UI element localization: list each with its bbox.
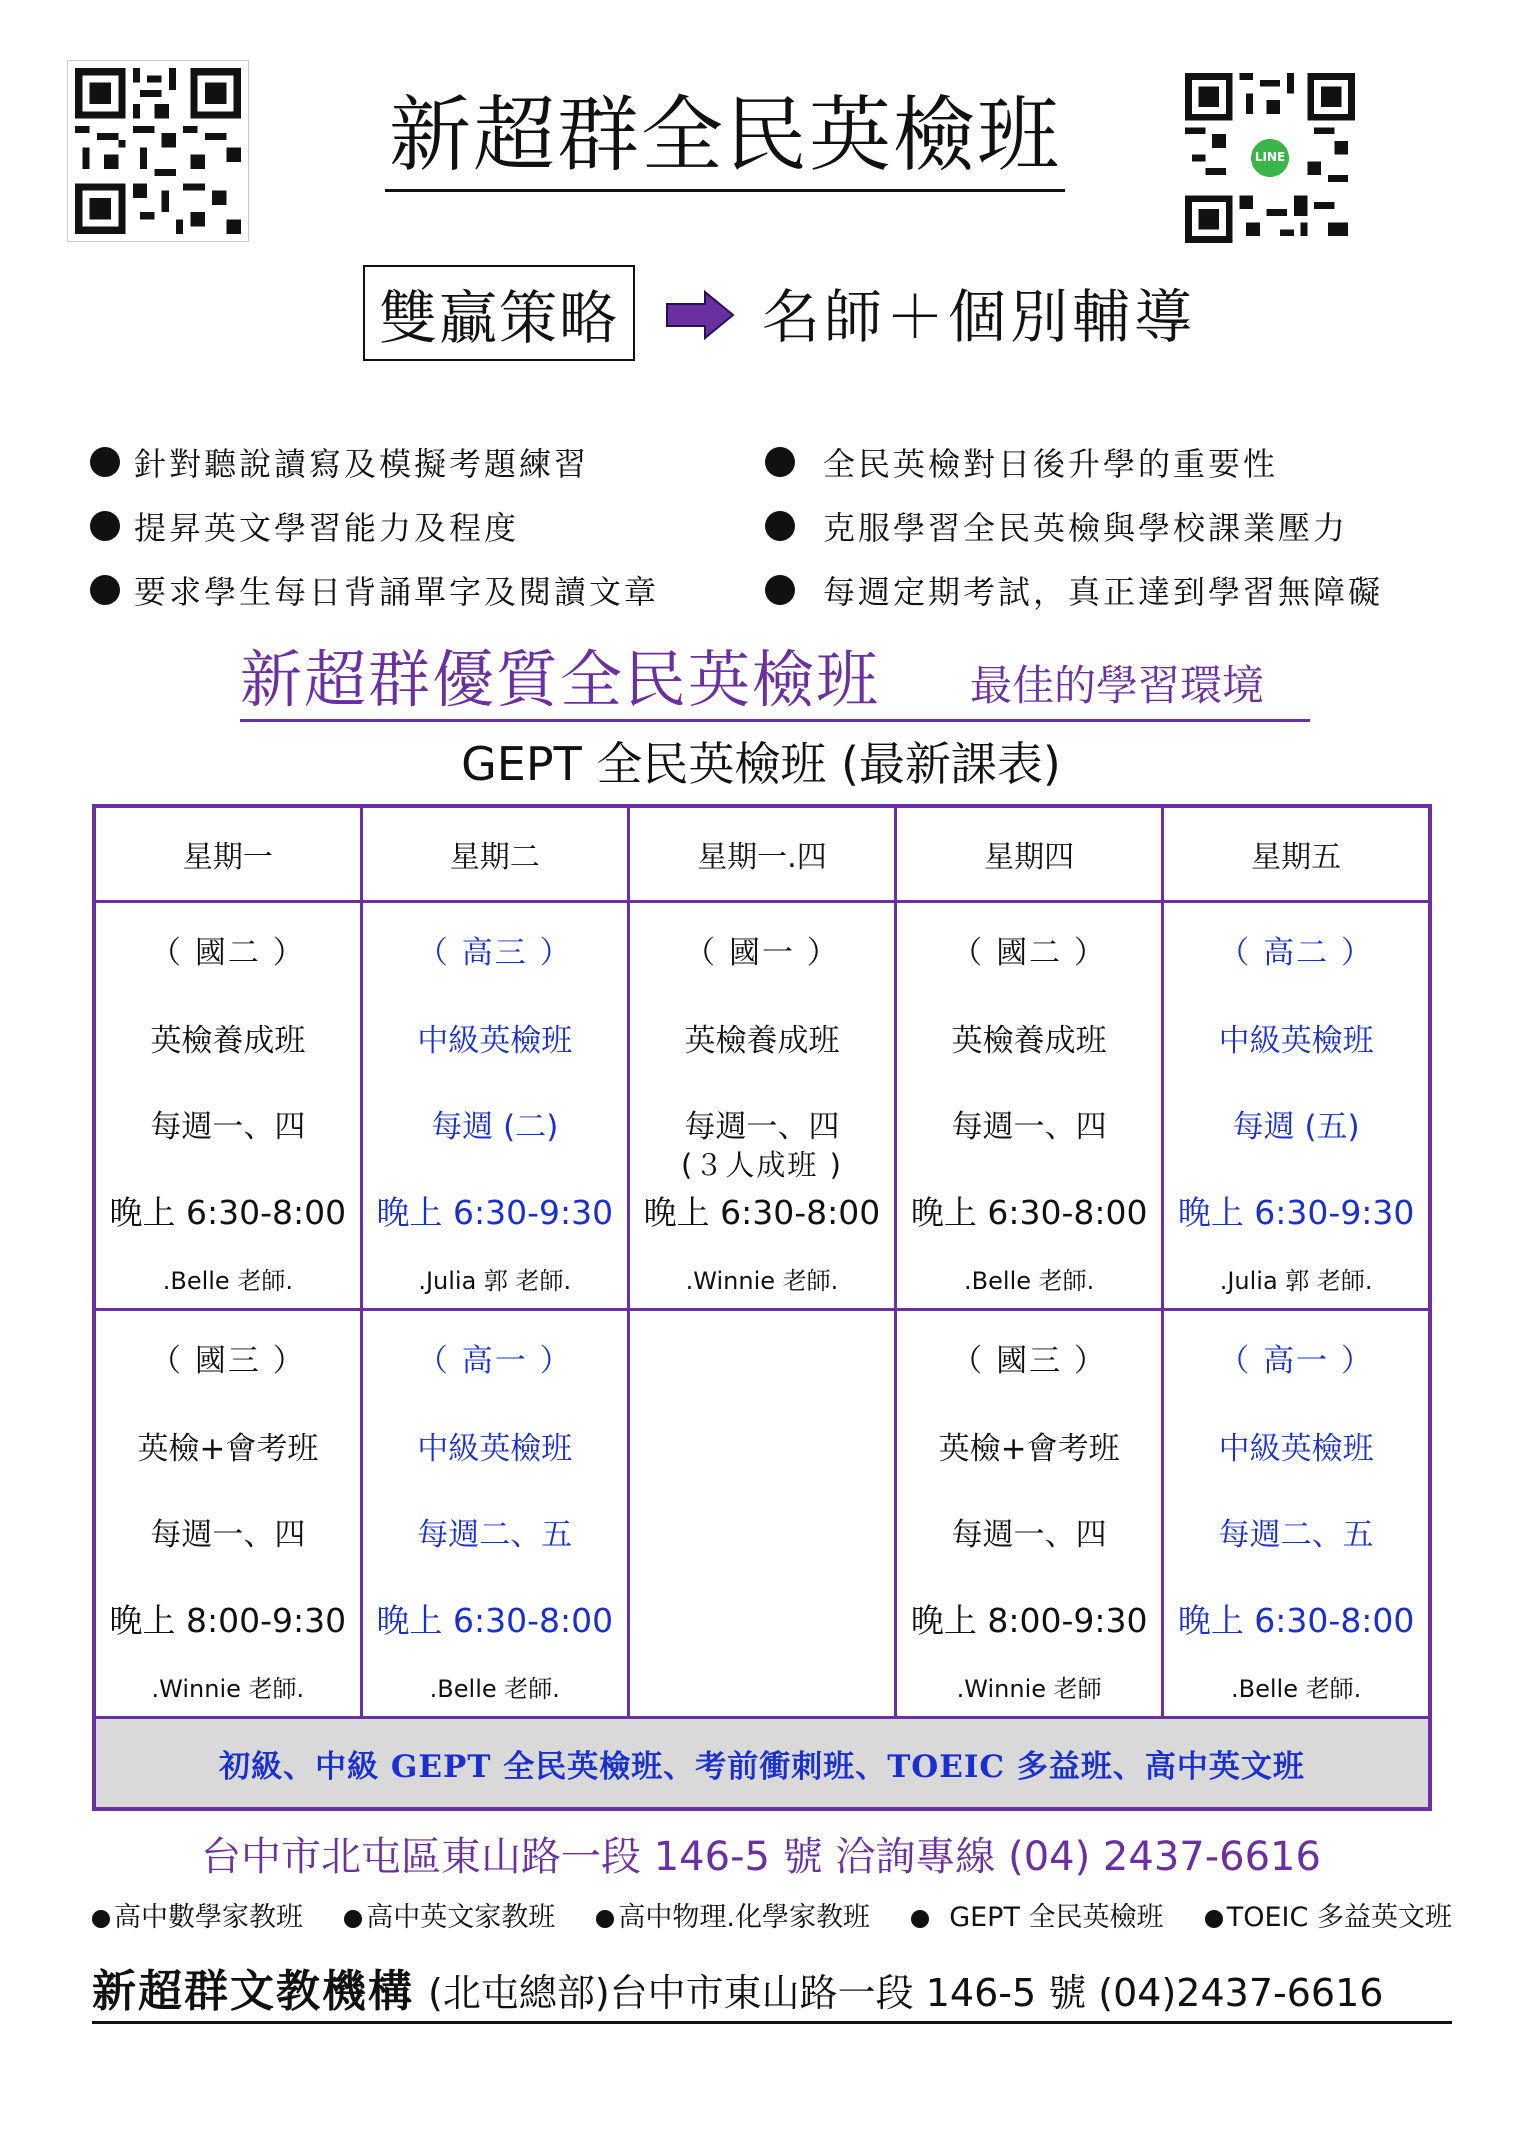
class-grade: （ 國一 ） [684,935,840,971]
class-name: 英檢+會考班 [137,1431,319,1467]
line-badge: LINE [1254,150,1286,164]
class-grade: （ 國二 ） [951,935,1108,971]
bullet-text: 克服學習全民英檢與學校課業壓力 [823,509,1349,547]
bullet-dot-icon [1205,1910,1223,1928]
bullet-dot-icon [90,511,120,541]
bullet-dot-icon [765,511,795,541]
table-row [94,1310,1430,1718]
column-header: 星期一 [94,806,361,902]
course-item [911,1895,1163,1934]
headline [240,630,1310,722]
bullet-dot-icon [911,1910,929,1928]
column-header: 星期一.四 [628,806,895,902]
bullet-dot-icon [90,575,120,605]
class-teacher: .Winnie 老師. [151,1675,305,1703]
table-row [94,902,1430,1310]
schedule-table [92,804,1432,1811]
column-header: 星期四 [896,806,1163,902]
table-header-row [94,806,1430,902]
class-name: 英檢+會考班 [938,1431,1120,1467]
class-grade: （ 高三 ） [416,935,573,971]
course-item [596,1895,870,1934]
class-name: 英檢養成班 [684,1023,840,1059]
bullet-dot-icon [344,1910,362,1928]
class-name: 中級英檢班 [1218,1023,1374,1059]
class-name: 中級英檢班 [1218,1431,1374,1467]
course-item [344,1895,555,1934]
class-grade: （ 高一 ） [1218,1343,1374,1379]
class-cell [896,1310,1163,1718]
class-teacher: .Belle 老師. [429,1675,560,1703]
class-days: 每週一、四 [150,1517,306,1553]
bullet-text: 提昇英文學習能力及程度 [134,509,520,547]
bullet-dot-icon [596,1910,614,1928]
class-name: 英檢養成班 [150,1023,306,1059]
class-cell [896,902,1163,1310]
strategy-label: 雙贏策略 [363,265,635,361]
class-note: (３人成班 ) [681,1148,843,1182]
course-label: 高中物理.化學家教班 [618,1902,870,1933]
bullet-dot-icon [90,447,120,477]
bullet-dot-icon [765,447,795,477]
class-days: 每週二、五 [417,1517,573,1553]
bullet-row [90,430,1450,494]
course-item [1205,1895,1452,1934]
class-cell [94,902,361,1310]
class-time: 晚上 6:30-8:00 [910,1193,1148,1232]
course-summary: 初級、中級 GEPT 全民英檢班、考前衝刺班、TOEIC 多益班、高中英文班 [94,1718,1430,1810]
class-grade: （ 高一 ） [416,1343,573,1379]
bullet-text: 全民英檢對日後升學的重要性 [823,445,1279,483]
org-address: (北屯總部)台中市東山路一段 146-5 號 (04)2437-6616 [428,1971,1384,2015]
class-cell [628,902,895,1310]
class-days: 每週一、四 [684,1109,840,1145]
class-teacher: .Winnie 老師. [685,1267,839,1295]
class-days: 每週一、四 [951,1109,1107,1145]
line-qr-code-icon[interactable] [1185,73,1355,243]
address-contact: 台中市北屯區東山路一段 146-5 號 洽詢專線 (04) 2437-6616 [201,1834,1321,1880]
class-teacher: .Belle 老師. [1231,1675,1362,1703]
bullet-dot-icon [765,575,795,605]
bullet-text: 針對聽說讀寫及模擬考題練習 [134,445,590,483]
class-teacher: .Belle 老師. [964,1267,1095,1295]
course-list [92,1895,1452,1934]
class-teacher: .Belle 老師. [162,1267,293,1295]
class-cell [1163,902,1430,1310]
class-days: 每週一、四 [150,1109,306,1145]
class-cell [94,1310,361,1718]
page-title: 新超群全民英檢班 [385,70,1065,192]
class-name: 中級英檢班 [417,1431,573,1467]
class-teacher: .Julia 郭 老師. [1219,1267,1373,1295]
course-item [92,1895,303,1934]
class-days: 每週 (二) [431,1109,559,1145]
class-time: 晚上 6:30-8:00 [643,1193,881,1232]
class-days: 每週二、五 [1218,1517,1374,1553]
class-grade: （ 國二 ） [149,935,306,971]
class-cell [1163,1310,1430,1718]
bullet-text: 要求學生每日背誦單字及閱讀文章 [134,573,660,611]
class-time: 晚上 6:30-8:00 [1177,1601,1415,1640]
org-name: 新超群文教機構 [92,1966,414,2017]
schedule-title: GEPT 全民英檢班 (最新課表) [461,737,1061,791]
empty-cell [628,1310,895,1718]
class-grade: （ 高二 ） [1218,935,1374,971]
class-days: 每週一、四 [951,1517,1107,1553]
column-header: 星期二 [361,806,628,902]
course-label: 高中數學家教班 [114,1902,303,1933]
class-time: 晚上 6:30-9:30 [376,1193,614,1232]
course-label: 高中英文家教班 [366,1902,556,1933]
class-time: 晚上 8:00-9:30 [109,1601,347,1640]
right-arrow-icon [665,290,735,340]
class-days: 每週 (五) [1232,1109,1360,1145]
class-time: 晚上 8:00-9:30 [910,1601,1148,1640]
class-grade: （ 國三 ） [951,1343,1108,1379]
course-label: GEPT 全民英檢班 [949,1902,1164,1933]
class-name: 中級英檢班 [417,1023,573,1059]
course-label: TOEIC 多益英文班 [1226,1902,1452,1933]
table-footer-row [94,1718,1430,1810]
strategy-result: 名師＋個別輔導 [762,283,1197,351]
feature-bullets [90,430,1450,622]
headline-main: 新超群優質全民英檢班 [240,643,881,716]
class-cell [361,1310,628,1718]
class-time: 晚上 6:30-8:00 [376,1601,614,1640]
column-header: 星期五 [1163,806,1430,902]
class-time: 晚上 6:30-8:00 [109,1193,347,1232]
class-grade: （ 國三 ） [149,1343,306,1379]
class-teacher: .Winnie 老師 [956,1675,1102,1703]
org-info [92,1955,1452,2024]
bullet-dot-icon [92,1910,110,1928]
class-time: 晚上 6:30-9:30 [1177,1193,1415,1232]
headline-sub: 最佳的學習環境 [970,661,1265,710]
class-teacher: .Julia 郭 老師. [418,1267,572,1295]
bullet-row [90,494,1450,558]
bullet-text: 每週定期考試，真正達到學習無障礙 [823,573,1384,611]
class-cell [361,902,628,1310]
qr-code-icon[interactable] [67,60,249,242]
bullet-row [90,558,1450,622]
class-name: 英檢養成班 [951,1023,1107,1059]
